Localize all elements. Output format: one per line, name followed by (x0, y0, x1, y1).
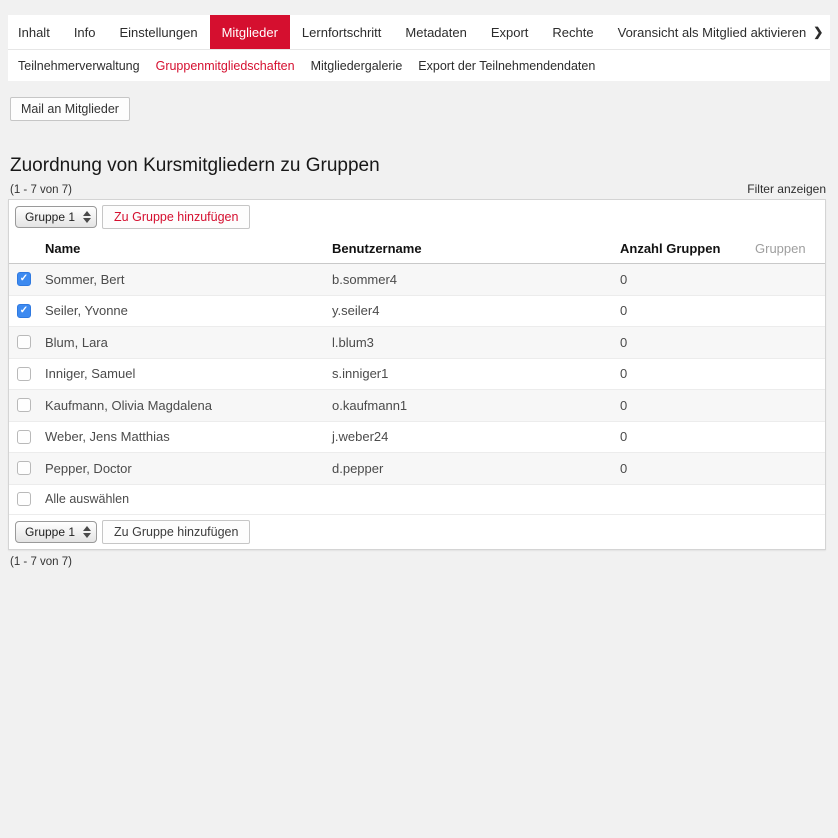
member-name: Blum, Lara (45, 334, 108, 350)
row-checkbox[interactable] (17, 461, 31, 475)
member-group-count: 0 (620, 303, 628, 319)
member-group-count: 0 (620, 334, 628, 350)
member-username: y.seiler4 (332, 303, 380, 319)
member-name: Sommer, Bert (45, 271, 125, 287)
member-username: l.blum3 (332, 334, 374, 350)
group-select-value: Gruppe 1 (25, 210, 76, 224)
page (0, 15, 838, 838)
subtab-label: Export der Teilnehmendendaten (418, 58, 596, 73)
header-group-count[interactable]: Anzahl Gruppen (620, 241, 721, 256)
table-row (9, 264, 825, 296)
member-username: d.pepper (332, 460, 384, 476)
member-group-count: 0 (620, 397, 628, 413)
header-name[interactable]: Name (45, 241, 81, 256)
tab-einstellungen[interactable] (108, 15, 210, 49)
row-checkbox[interactable] (17, 304, 31, 318)
main-tabbar (8, 15, 830, 50)
select-all-checkbox[interactable] (17, 492, 31, 506)
member-username: o.kaufmann1 (332, 397, 408, 413)
tab-metadaten[interactable] (393, 15, 478, 49)
sub-tabbar (8, 50, 830, 81)
select-stepper-icon (83, 526, 91, 538)
tab-member-preview[interactable] (606, 15, 836, 49)
row-checkbox[interactable] (17, 272, 31, 286)
select-all-label: Alle auswählen (45, 492, 130, 506)
tab-rechte[interactable] (540, 15, 605, 49)
tab-label: Mitglieder (221, 24, 278, 40)
member-name: Kaufmann, Olivia Magdalena (45, 397, 212, 413)
table-toolbar-top (9, 200, 825, 234)
header-groups: Gruppen (755, 241, 806, 256)
table-row (9, 453, 825, 485)
tab-lernfortschritt[interactable] (290, 15, 393, 49)
member-name: Inniger, Samuel (45, 366, 136, 382)
subtab-mitgliedergalerie[interactable] (303, 50, 411, 81)
group-select-value: Gruppe 1 (25, 524, 76, 539)
chevron-right-icon: ❯ (813, 25, 824, 39)
table-toolbar-bottom (9, 515, 825, 549)
member-group-count: 0 (620, 429, 628, 445)
group-select-bottom[interactable] (15, 521, 97, 543)
tab-label: Inhalt (18, 24, 50, 40)
tab-label: Voransicht als Mitglied aktivieren (617, 24, 807, 40)
show-filter-link[interactable]: Filter anzeigen (747, 182, 826, 196)
select-stepper-icon (83, 211, 91, 223)
group-select-top[interactable] (15, 206, 97, 228)
tab-label: Rechte (552, 24, 594, 40)
member-username: s.inniger1 (332, 366, 389, 382)
row-checkbox[interactable] (17, 367, 31, 381)
subtab-label: Gruppenmitgliedschaften (155, 58, 295, 73)
tab-info[interactable] (62, 15, 108, 49)
row-checkbox[interactable] (17, 430, 31, 444)
tab-label: Export (490, 24, 529, 40)
member-group-count: 0 (620, 460, 628, 476)
member-name: Weber, Jens Matthias (45, 429, 170, 445)
result-range: (1 - 7 von 7) (10, 184, 72, 196)
add-to-group-button-bottom[interactable]: Zu Gruppe hinzufügen (102, 520, 250, 544)
subtab-label: Teilnehmerverwaltung (18, 58, 140, 73)
table-body (9, 264, 825, 485)
tab-export[interactable] (479, 15, 541, 49)
table-header-row (9, 234, 825, 264)
member-name: Pepper, Doctor (45, 460, 132, 476)
tab-inhalt[interactable] (8, 15, 62, 49)
table-row (9, 296, 825, 328)
row-checkbox[interactable] (17, 398, 31, 412)
table-row (9, 359, 825, 391)
table-row (9, 390, 825, 422)
add-to-group-button-top[interactable]: Zu Gruppe hinzufügen (102, 205, 250, 229)
range-line (10, 182, 826, 196)
table-row (9, 422, 825, 454)
page-title: Zuordnung von Kursmitgliedern zu Gruppen (10, 155, 380, 176)
subtab-gruppenmitgliedschaften[interactable] (148, 50, 303, 81)
subtab-export-teilnehmendendaten[interactable] (410, 50, 603, 81)
group-assignment-table (8, 199, 826, 550)
member-username: j.weber24 (332, 429, 389, 445)
subtab-label: Mitgliedergalerie (310, 58, 403, 73)
tab-label: Metadaten (405, 24, 467, 40)
mail-members-button[interactable]: Mail an Mitglieder (10, 97, 130, 121)
member-group-count: 0 (620, 366, 628, 382)
tab-label: Info (73, 24, 96, 40)
member-group-count: 0 (620, 271, 628, 287)
tab-label: Einstellungen (119, 24, 198, 40)
member-name: Seiler, Yvonne (45, 303, 128, 319)
header-username[interactable]: Benutzername (332, 241, 422, 256)
table-row (9, 327, 825, 359)
subtab-teilnehmerverwaltung[interactable] (8, 50, 148, 81)
member-username: b.sommer4 (332, 271, 398, 287)
select-all-row (9, 485, 825, 515)
row-checkbox[interactable] (17, 335, 31, 349)
tab-label: Lernfortschritt (301, 24, 382, 40)
result-range-bottom: (1 - 7 von 7) (10, 555, 72, 568)
tab-mitglieder[interactable] (210, 15, 290, 49)
